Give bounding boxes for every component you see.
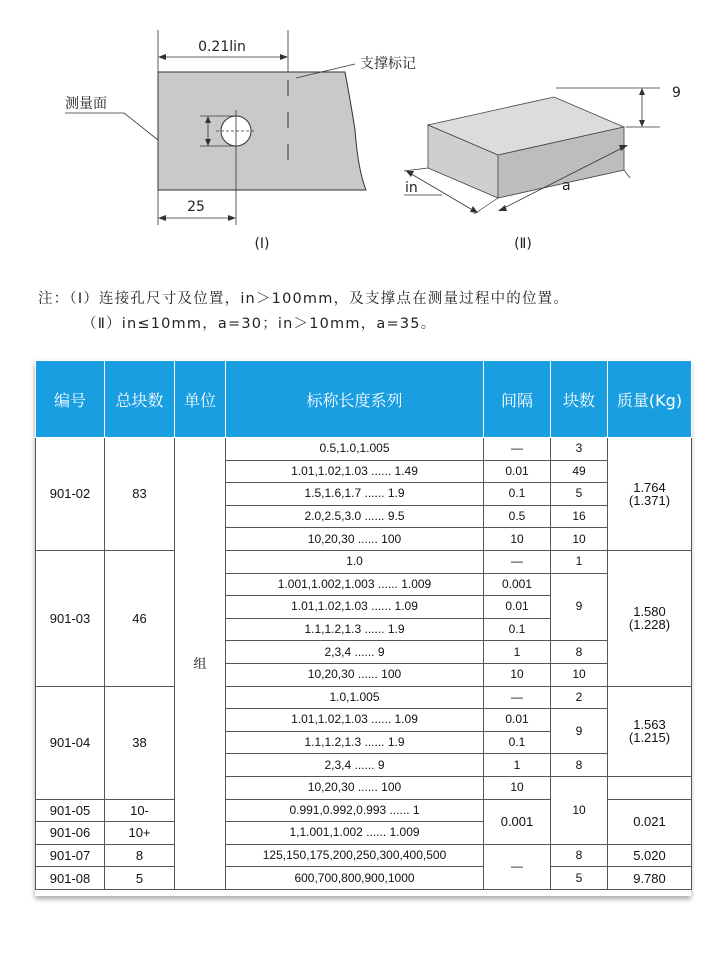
count-cell: 5 (551, 867, 608, 890)
mass-cell (608, 550, 692, 686)
interval-cell: 1 (484, 754, 551, 777)
interval-cell: 1 (484, 641, 551, 664)
mass-main: 1.563 (633, 717, 666, 733)
header-total: 总块数 (105, 361, 175, 438)
count-cell: 8 (551, 754, 608, 777)
figure-1-caption: (Ⅰ) (254, 236, 270, 252)
interval-cell: 0.01 (484, 709, 551, 732)
interval-cell: 0.5 (484, 505, 551, 528)
total-cell: 46 (105, 550, 175, 686)
header-series: 标称长度系列 (226, 361, 484, 438)
mass-cell: 5.020 (608, 844, 692, 867)
series-cell: 2,3,4 ...... 9 (226, 754, 484, 777)
mass-sub: (1.371) (628, 492, 671, 508)
code-cell: 901-05 (36, 799, 105, 822)
gauge-block-table-container (35, 360, 691, 896)
dim-a-label: a (562, 178, 571, 194)
mass-sub: (1.215) (628, 730, 671, 746)
interval-cell: — (484, 844, 551, 889)
count-cell: 1 (551, 550, 608, 573)
measuring-face-label: 测量面 (65, 96, 107, 112)
series-cell: 1.01,1.02,1.03 ...... 1.09 (226, 596, 484, 619)
interval-cell: 0.01 (484, 460, 551, 483)
dim-top-label: 0.21lin (198, 39, 246, 55)
series-cell: 10,20,30 ...... 100 (226, 776, 484, 799)
note-line-1: 注：（Ⅰ）连接孔尺寸及位置，in＞100mm，及支撑点在测量过程中的位置。 (38, 291, 570, 307)
series-cell: 0.5,1.0,1.005 (226, 438, 484, 461)
mass-cell (608, 438, 692, 551)
mass-cell-empty (608, 776, 692, 799)
total-cell: 83 (105, 438, 175, 551)
header-count: 块数 (551, 361, 608, 438)
series-cell: 125,150,175,200,250,300,400,500 (226, 844, 484, 867)
interval-cell: 0.1 (484, 731, 551, 754)
figure-2 (404, 85, 681, 252)
interval-cell: 10 (484, 663, 551, 686)
count-cell: 10 (551, 663, 608, 686)
series-cell: 600,700,800,900,1000 (226, 867, 484, 890)
count-cell: 10 (551, 776, 608, 844)
interval-cell: 0.001 (484, 573, 551, 596)
support-mark-label: 支撑标记 (360, 56, 416, 72)
total-cell: 8 (105, 844, 175, 867)
interval-cell: 0.1 (484, 618, 551, 641)
series-cell: 1,1.001,1.002 ...... 1.009 (226, 822, 484, 845)
series-cell: 1.01,1.02,1.03 ...... 1.49 (226, 460, 484, 483)
header-mass: 质量(Kg) (608, 361, 692, 438)
code-cell: 901-04 (36, 686, 105, 799)
code-cell: 901-03 (36, 550, 105, 686)
interval-cell: 10 (484, 528, 551, 551)
interval-cell: 0.01 (484, 596, 551, 619)
mass-sub: (1.228) (628, 617, 671, 633)
table-row (36, 438, 692, 461)
header-code: 编号 (36, 361, 105, 438)
header-unit: 单位 (175, 361, 226, 438)
diagrams (0, 0, 725, 280)
count-cell: 2 (551, 686, 608, 709)
series-cell: 1.0 (226, 550, 484, 573)
total-cell: 10- (105, 799, 175, 822)
count-cell: 49 (551, 460, 608, 483)
table-row (36, 550, 692, 573)
table-row (36, 686, 692, 709)
series-cell: 0.991,0.992,0.993 ...... 1 (226, 799, 484, 822)
table-row (36, 844, 692, 867)
note-line-2: （Ⅱ）in≤10mm，a=30；in＞10mm，a=35。 (82, 316, 437, 332)
gauge-block-table (35, 360, 692, 890)
count-cell: 16 (551, 505, 608, 528)
mass-cell: 0.021 (608, 799, 692, 844)
code-cell: 901-06 (36, 822, 105, 845)
count-cell: 8 (551, 844, 608, 867)
count-cell: 10 (551, 528, 608, 551)
count-cell: 8 (551, 641, 608, 664)
interval-cell: — (484, 550, 551, 573)
figure-1 (65, 30, 416, 252)
series-cell: 2,3,4 ...... 9 (226, 641, 484, 664)
series-cell: 1.01,1.02,1.03 ...... 1.09 (226, 709, 484, 732)
code-cell: 901-08 (36, 867, 105, 890)
count-cell: 9 (551, 709, 608, 754)
dim-in-label: in (405, 180, 418, 196)
measuring-block-face (158, 72, 366, 190)
code-cell: 901-07 (36, 844, 105, 867)
series-cell: 1.1,1.2,1.3 ...... 1.9 (226, 618, 484, 641)
total-cell: 10+ (105, 822, 175, 845)
series-cell: 1.0,1.005 (226, 686, 484, 709)
table-header-row (36, 361, 692, 438)
total-cell: 5 (105, 867, 175, 890)
count-cell: 5 (551, 483, 608, 506)
header-interval: 间隔 (484, 361, 551, 438)
count-cell: 3 (551, 438, 608, 461)
interval-cell: 0.001 (484, 799, 551, 844)
figure-2-caption: (Ⅱ) (514, 236, 532, 252)
interval-cell: 0.1 (484, 483, 551, 506)
series-cell: 1.5,1.6,1.7 ...... 1.9 (226, 483, 484, 506)
series-cell: 10,20,30 ...... 100 (226, 663, 484, 686)
series-cell: 1.001,1.002,1.003 ...... 1.009 (226, 573, 484, 596)
mass-main: 1.764 (633, 479, 666, 495)
interval-cell: 10 (484, 776, 551, 799)
mass-main: 1.580 (633, 604, 666, 620)
interval-cell: — (484, 438, 551, 461)
dim-height-label: 9 (672, 85, 681, 101)
table-row (36, 867, 692, 890)
series-cell: 10,20,30 ...... 100 (226, 528, 484, 551)
mass-cell (608, 686, 692, 776)
dim-bottom-label: 25 (187, 199, 205, 215)
unit-cell: 组 (175, 438, 226, 890)
interval-cell: — (484, 686, 551, 709)
series-cell: 1.1,1.2,1.3 ...... 1.9 (226, 731, 484, 754)
total-cell: 38 (105, 686, 175, 799)
count-cell: 9 (551, 573, 608, 641)
series-cell: 2.0,2.5,3.0 ...... 9.5 (226, 505, 484, 528)
mass-cell: 9.780 (608, 867, 692, 890)
code-cell: 901-02 (36, 438, 105, 551)
